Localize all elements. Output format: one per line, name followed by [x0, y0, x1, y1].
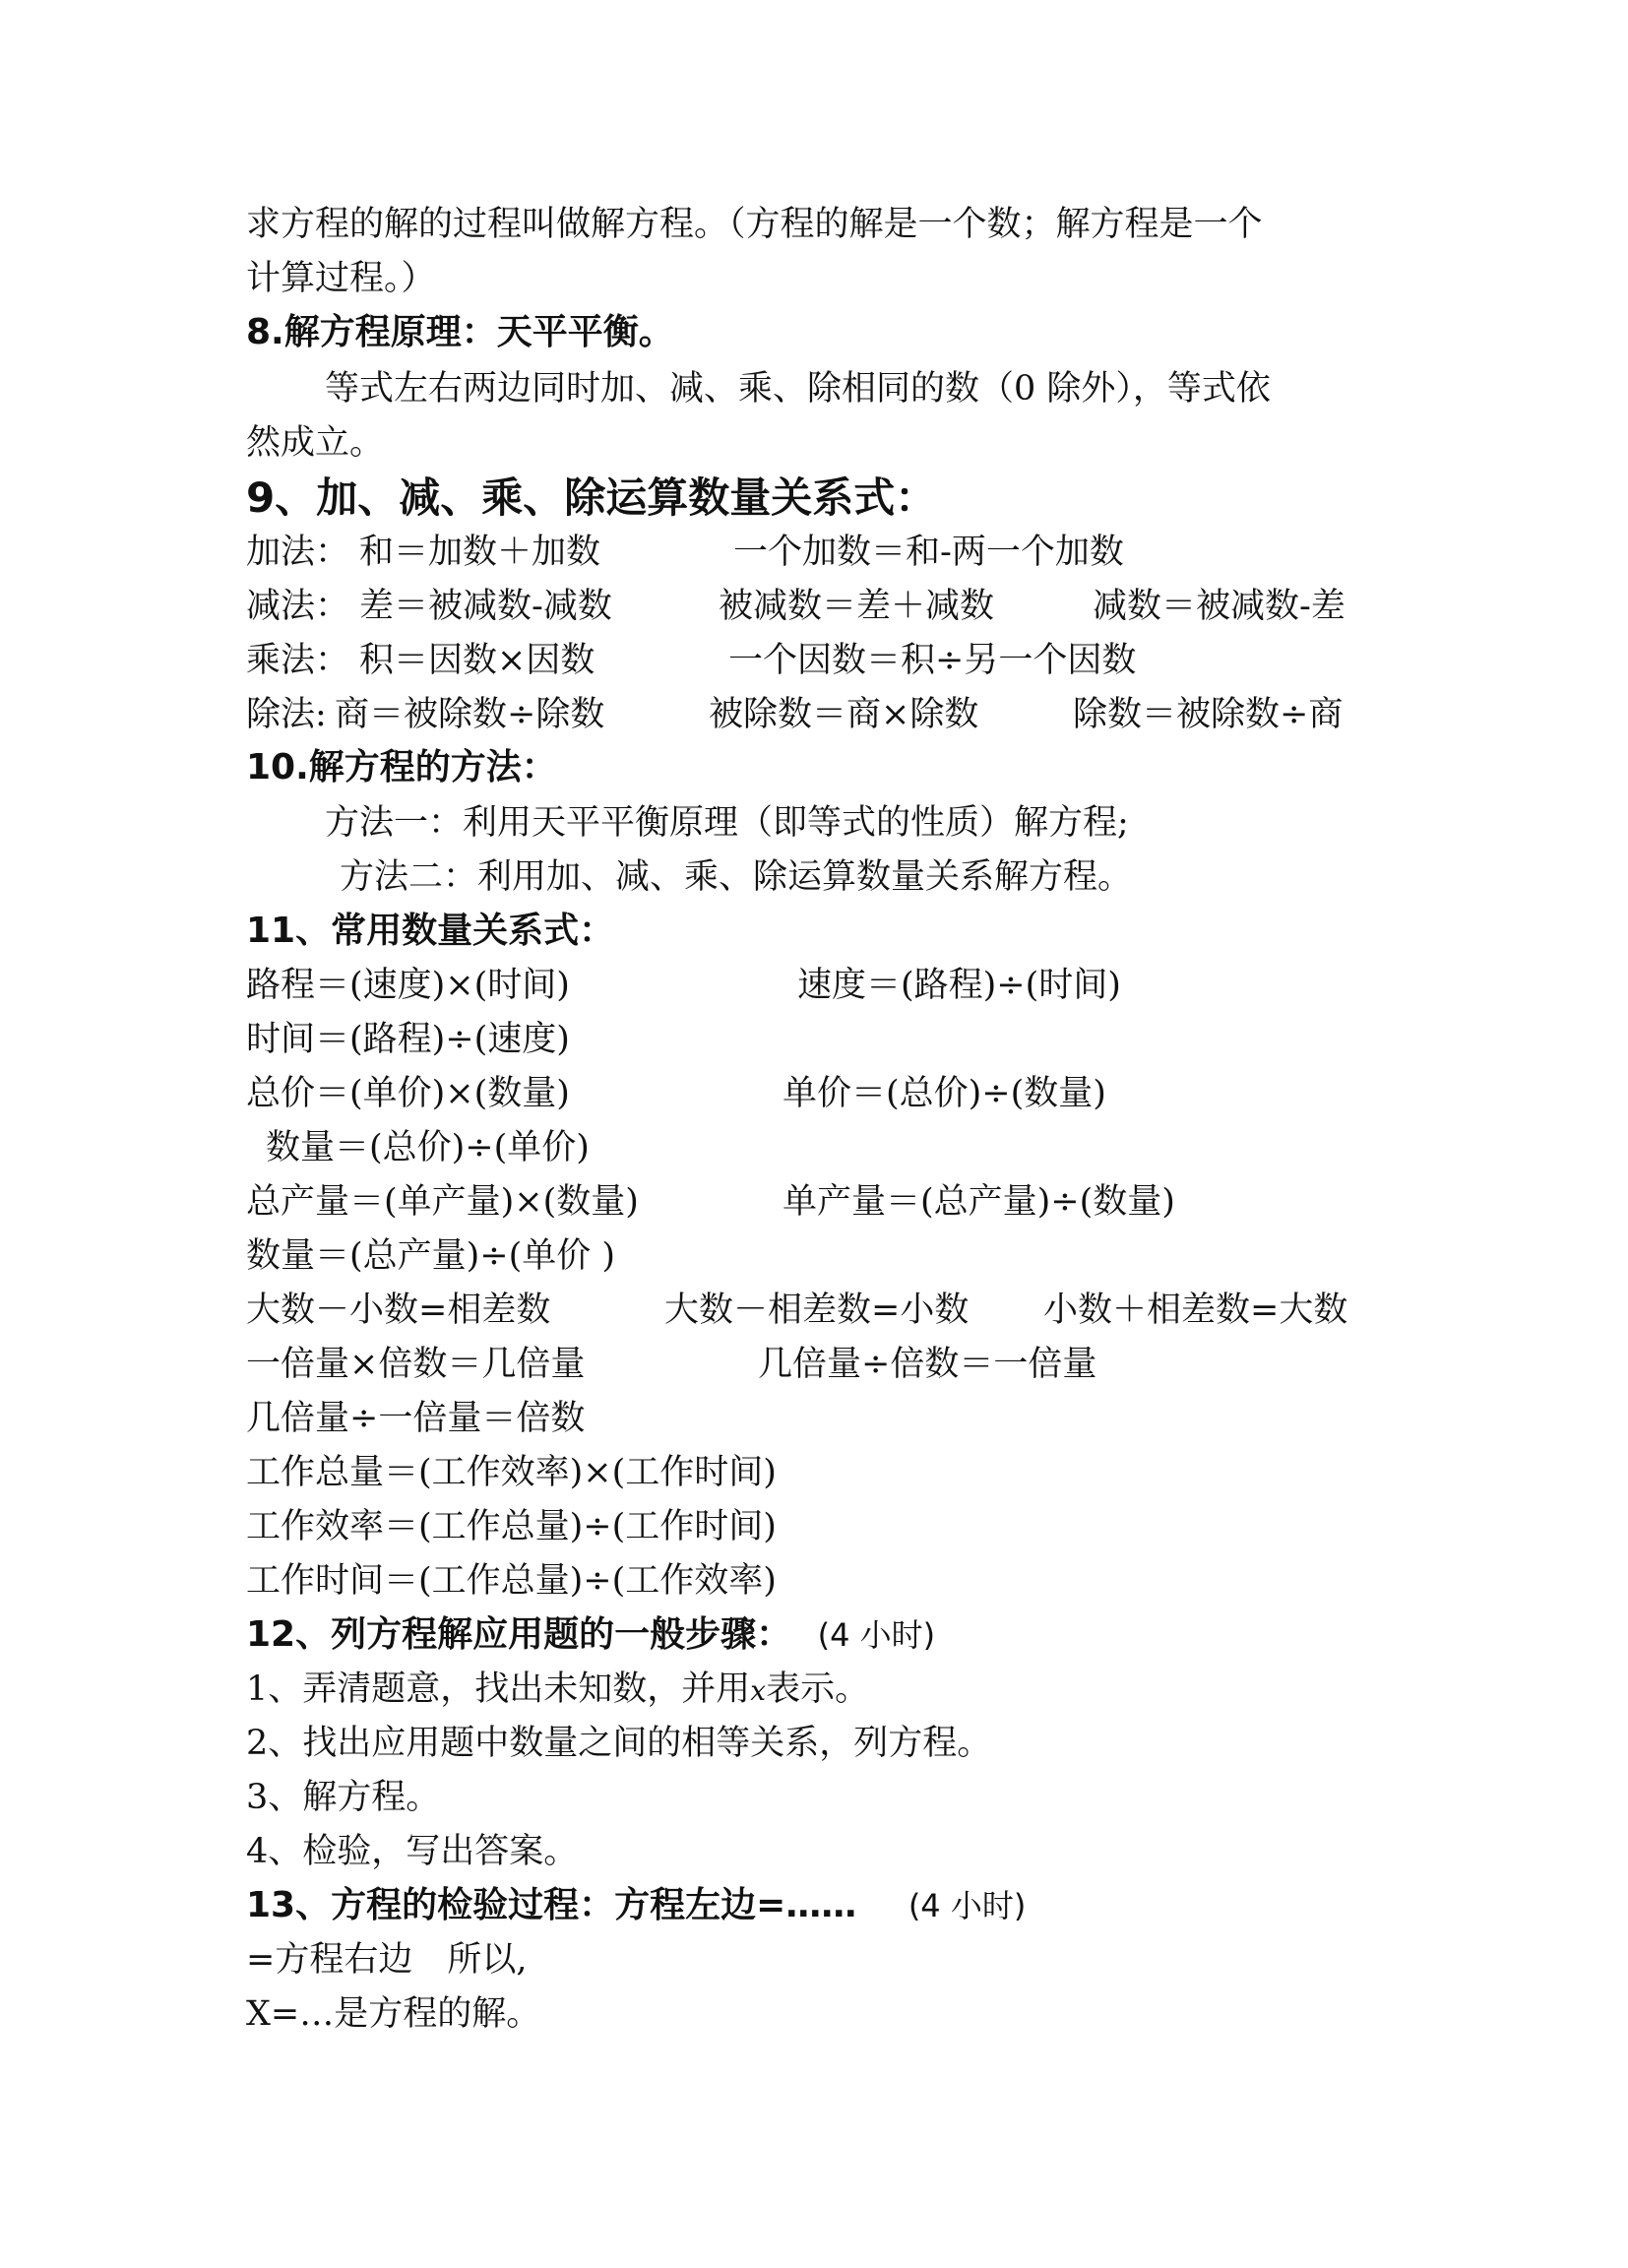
subtraction-row	[246, 579, 1378, 634]
check-line-2: =方程右边 所以,	[246, 1940, 528, 1980]
subtraction-formula-3: 减数＝被减数-差	[1093, 587, 1346, 626]
relation-multiple-quantity: 一倍量×倍数＝几倍量	[246, 1345, 586, 1384]
section-12-heading-line	[246, 1607, 935, 1663]
relation-work-time: 工作时间＝(工作总量)÷(工作效率)	[246, 1561, 777, 1601]
step-3: 3、解方程。	[246, 1778, 441, 1817]
addition-formula-2: 一个加数＝和-两一个加数	[733, 533, 1124, 572]
relation-work-total: 工作总量＝(工作效率)×(工作时间)	[246, 1453, 777, 1492]
section-8-text-2: 然成立。	[246, 423, 385, 463]
division-formula-1: 商＝被除数÷除数	[335, 695, 605, 734]
division-row	[246, 687, 1378, 742]
section-10-heading: 10.解方程的方法：	[246, 747, 557, 788]
relation-unit-quantity: 几倍量÷倍数＝一倍量	[758, 1345, 1097, 1384]
relation-quantity-price: 数量＝(总价)÷(单价)	[266, 1128, 590, 1167]
subtraction-formula-1: 差＝被减数-减数	[359, 587, 612, 626]
multiplication-label: 乘法：	[246, 641, 350, 680]
relation-speed: 速度＝(路程)÷(时间)	[797, 966, 1121, 1005]
relation-unit-price: 单价＝(总价)÷(数量)	[783, 1074, 1106, 1113]
addition-formula-1: 和＝加数＋加数	[359, 533, 601, 572]
relation-distance: 路程＝(速度)×(时间)	[246, 966, 570, 1005]
relation-time: 时间＝(路程)÷(速度)	[246, 1020, 570, 1059]
relation-unit-output: 单产量＝(总产量)÷(数量)	[783, 1182, 1175, 1222]
section-8-text-1: 等式左右两边同时加、减、乘、除相同的数（0 除外），等式依	[325, 369, 1271, 409]
step-1-suffix: 表示。	[766, 1670, 870, 1709]
step-1-variable: x	[750, 1674, 767, 1707]
intro-line-1: 求方程的解的过程叫做解方程。（方程的解是一个数；解方程是一个	[246, 205, 1263, 244]
division-formula-2: 被除数＝商×除数	[709, 695, 979, 734]
relation-row-1	[246, 958, 1378, 1013]
section-13-heading-line	[246, 1878, 1026, 1933]
relation-row-7	[246, 1283, 1378, 1338]
addition-row	[246, 525, 1378, 580]
section-12-heading: 12、列方程解应用题的一般步骤：	[246, 1614, 792, 1655]
section-13-heading: 13、方程的检验过程：方程左边=……	[246, 1885, 857, 1925]
relation-large: 小数＋相差数=大数	[1043, 1291, 1348, 1330]
relation-row-8	[246, 1337, 1378, 1392]
relation-small: 大数－相差数=小数	[664, 1291, 970, 1330]
division-formula-3: 除数＝被除数÷商	[1073, 695, 1344, 734]
addition-label: 加法：	[246, 533, 350, 572]
intro-line-2: 计算过程。）	[246, 259, 436, 298]
step-1-text: 1、弄清题意，找出未知数，并用	[246, 1670, 751, 1709]
subtraction-formula-2: 被减数＝差＋减数	[719, 587, 995, 626]
relation-difference: 大数－小数=相差数	[246, 1291, 551, 1330]
multiplication-formula-1: 积＝因数×因数	[359, 641, 595, 680]
section-11-heading: 11、常用数量关系式：	[246, 911, 615, 951]
relation-total-price: 总价＝(单价)×(数量)	[246, 1074, 570, 1113]
step-1	[246, 1662, 869, 1717]
check-line-3: X=…是方程的解。	[246, 1994, 541, 2034]
step-2: 2、找出应用题中数量之间的相等关系，列方程。	[246, 1724, 992, 1763]
multiplication-formula-2: 一个因数＝积÷另一个因数	[728, 641, 1137, 680]
method-2: 方法二：利用加、减、乘、除运算数量关系解方程。	[340, 857, 1133, 897]
section-9-heading: 9、加、减、乘、除运算数量关系式：	[246, 473, 937, 522]
relation-multiple: 几倍量÷一倍量＝倍数	[246, 1399, 586, 1438]
section-8-heading: 8.解方程原理：天平平衡。	[246, 312, 674, 352]
relation-work-efficiency: 工作效率＝(工作总量)÷(工作时间)	[246, 1507, 777, 1546]
step-4: 4、检验，写出答案。	[246, 1832, 579, 1871]
multiplication-row	[246, 633, 1378, 688]
section-13-time-note: (4 小时)	[908, 1887, 1027, 1924]
division-label: 除法:	[246, 695, 327, 734]
relation-row-3	[246, 1066, 1378, 1121]
relation-quantity-output: 数量＝(总产量)÷(单价 )	[246, 1236, 616, 1276]
subtraction-label: 减法：	[246, 587, 350, 626]
relation-row-5	[246, 1174, 1378, 1229]
section-12-time-note: (4 小时)	[817, 1616, 936, 1654]
relation-total-output: 总产量＝(单产量)×(数量)	[246, 1182, 639, 1222]
method-1: 方法一：利用天平平衡原理（即等式的性质）解方程;	[325, 803, 1129, 843]
